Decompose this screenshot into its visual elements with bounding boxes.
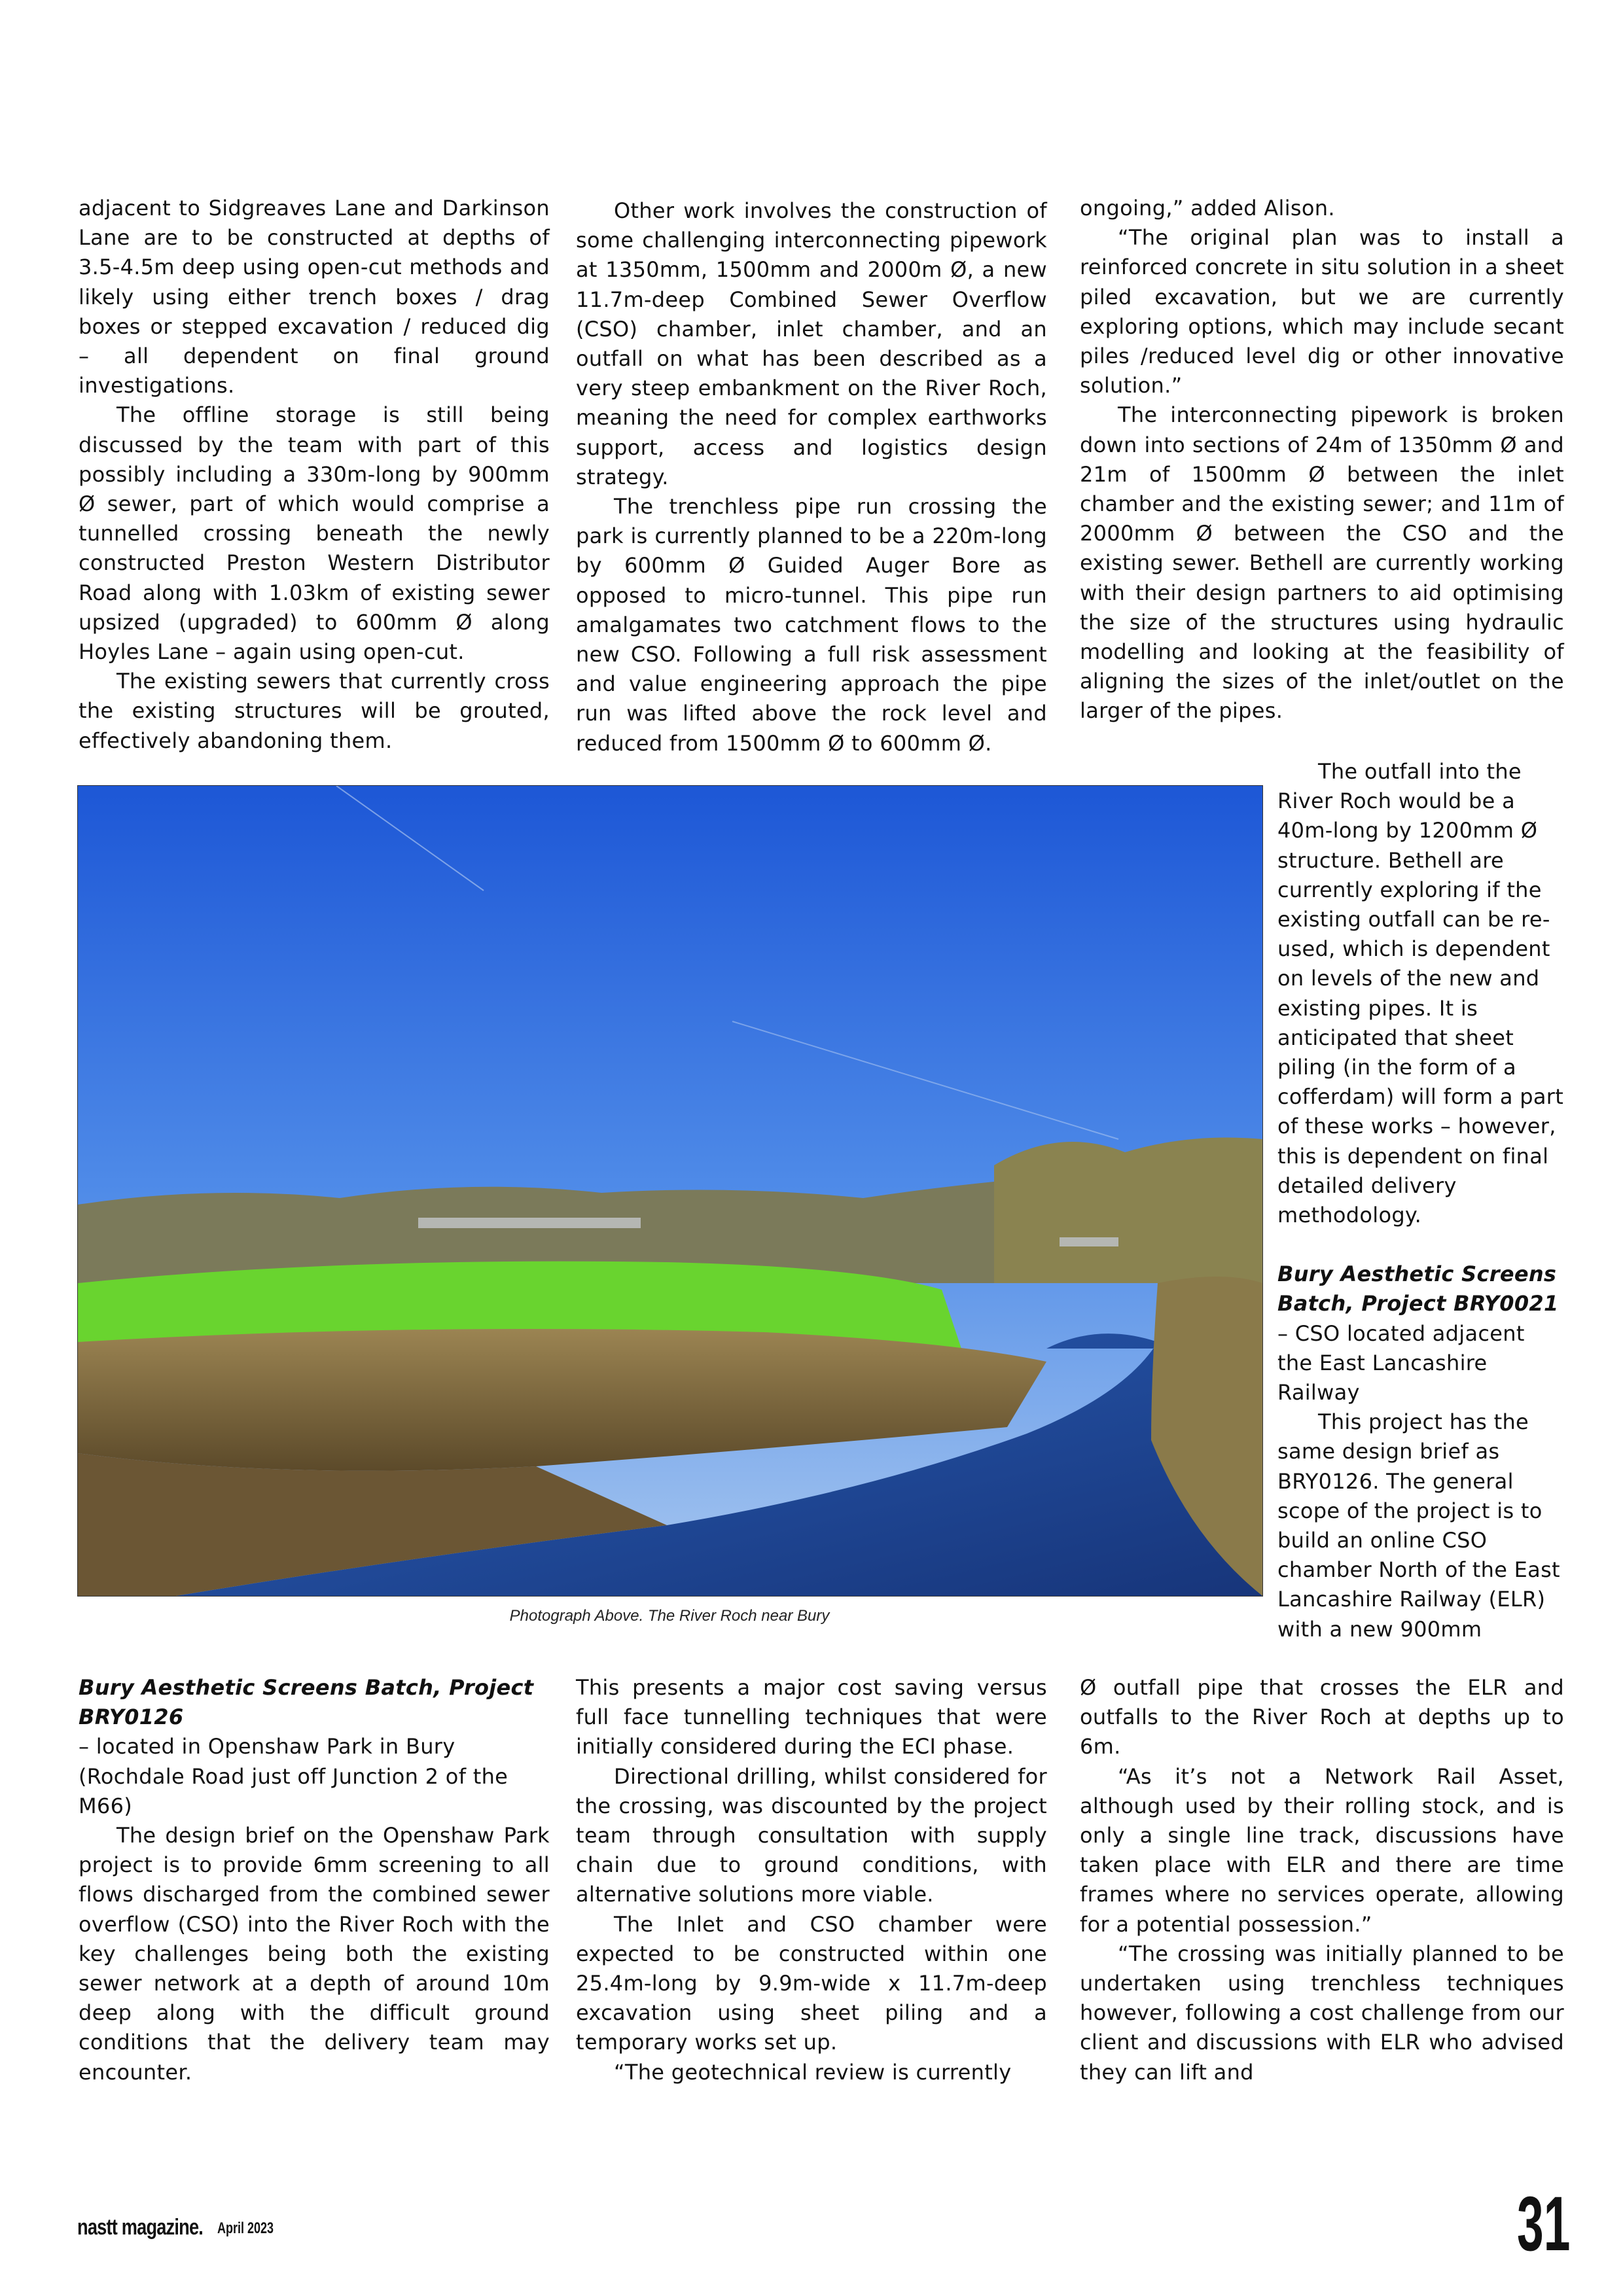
article-column-bottom-1 [79, 1673, 550, 2087]
article-column-3 [1080, 194, 1564, 726]
paragraph: The design brief on the Openshaw Park project is to provide 6mm screening to all flows discharged from the combined sewer overflow (CSO) into the River Roch with the key challenges being both the existing sewer network at a depth of around 10m deep along with the difficult ground conditions that the delivery team may encounter. [79, 1823, 550, 2085]
page-number: 31 [1517, 2181, 1571, 2267]
article-column-1 [79, 194, 550, 756]
article-column-side [1277, 757, 1565, 1644]
river-roch-photo [77, 785, 1263, 1597]
paragraph: Ø outfall pipe that crosses the ELR and outfalls to the River Roch at depths up to 6m. [1080, 1675, 1564, 1759]
article-column-bottom-2 [576, 1673, 1047, 2087]
paragraph: This project has the same design brief as BRY0126. The general scope of the project is to build an online CSO chamber North of the East Lancashire Railway (ELR) with a new 900mm [1277, 1409, 1560, 1642]
paragraph: The existing sewers that currently cross the existing structures will be grouted, effectively abandoning them. [79, 669, 550, 753]
paragraph: Directional drilling, whilst considered for the crossing, was discounted by the project team through consultation with supply chain due to ground conditions, with alternative solutions more viable. [576, 1763, 1047, 1907]
photo-caption: Photograph Above. The River Roch near Bury [509, 1607, 830, 1625]
paragraph: “The geotechnical review is currently [614, 2059, 1012, 2085]
paragraph: Other work involves the construction of some challenging interconnecting pipework at 1350mm, 1500mm and 2000m Ø, a new 11.7m-deep Combined Sewer Overflow (CSO) chamber, inlet chamber, and an outfall on what has been described as a very steep embankment on the River Roch, meaning the need for complex earthworks support, access and logistics design strategy. [576, 198, 1047, 489]
article-column-2 [576, 196, 1047, 758]
paragraph: “The crossing was initially planned to be undertaken using trenchless techniques however, following a cost challenge from our client and discussions with ELR who advised they can lift and [1080, 1941, 1564, 2085]
magazine-brand: nastt magazine. [77, 2215, 204, 2240]
paragraph: The trenchless pipe run crossing the park is currently planned to be a 220m-long by 600mm Ø Guided Auger Bore as opposed to micro-tunnel. This pipe run amalgamates two catchment flows to the new CSO. Following a full risk assessment and value engineering approach the pipe run was lifted above the rock level and reduced from 1500mm Ø to 600mm Ø. [576, 494, 1047, 756]
paragraph: This presents a major cost saving versus full face tunnelling techniques that were initially considered during the ECI phase. [576, 1675, 1047, 1759]
section-heading: Bury Aesthetic Screens Batch, Project BRY0021 [1277, 1262, 1559, 1316]
paragraph: The Inlet and CSO chamber were expected to be constructed within one 25.4m-long by 9.9m-wide x 11.7m-deep excavation using sheet piling and a temporary works set up. [576, 1911, 1047, 2055]
article-column-bottom-3 [1080, 1673, 1564, 2087]
section-subheading: – located in Openshaw Park in Bury (Rochdale Road just off Junction 2 of the M66) [79, 1734, 508, 1818]
section-heading: Bury Aesthetic Screens Batch, Project BRY0126 [79, 1675, 534, 1730]
section-subheading: – CSO located adjacent the East Lancashire Railway [1277, 1320, 1525, 1405]
paragraph: “As it’s not a Network Rail Asset, although used by their rolling stock, and is only a single line track, discussions have taken place with ELR and there are time frames where no services operate, allowing for a potential possession.” [1080, 1763, 1564, 1937]
spacer [1277, 1230, 1565, 1260]
paragraph: “The original plan was to install a reinforced concrete in situ solution in a sheet piled excavation, but we are currently exploring options, which may include secant piles /reduced level dig or other innovative solution.” [1080, 225, 1564, 398]
paragraph: The offline storage is still being discussed by the team with part of this possibly including a 330m-long by 900mm Ø sewer, part of which would comprise a tunnelled crossing beneath the newly constructed Preston Western Distributor Road along with 1.03km of existing sewer upsized (upgraded) to 600mm Ø along Hoyles Lane – again using open-cut. [79, 402, 550, 665]
paragraph: adjacent to Sidgreaves Lane and Darkinson Lane are to be constructed at depths of 3.5-4.5m deep using open-cut methods and likely using either trench boxes / drag boxes or stepped excavation / reduced dig – all dependent on final ground investigations. [79, 196, 550, 398]
issue-date: April 2023 [217, 2219, 274, 2237]
paragraph: ongoing,” added Alison. [1080, 196, 1335, 221]
paragraph: The outfall into the River Roch would be a 40m-long by 1200mm Ø structure. Bethell are currently exploring if the existing outfall can be re-used, which is dependent on levels of the new and existing pipes. It is anticipated that sheet piling (in the form of a cofferdam) will form a part of these works – however, this is dependent on final detailed delivery methodology. [1277, 759, 1564, 1228]
paragraph: The interconnecting pipework is broken down into sections of 24m of 1350mm Ø and 21m of 1500mm Ø between the inlet chamber and the existing sewer; and 11m of 2000mm Ø between the CSO and the existing sewer. Bethell are currently working with their design partners to aid optimising the size of the structures using hydraulic modelling and looking at the feasibility of aligning the sizes of the inlet/outlet on the larger of the pipes. [1080, 402, 1564, 724]
